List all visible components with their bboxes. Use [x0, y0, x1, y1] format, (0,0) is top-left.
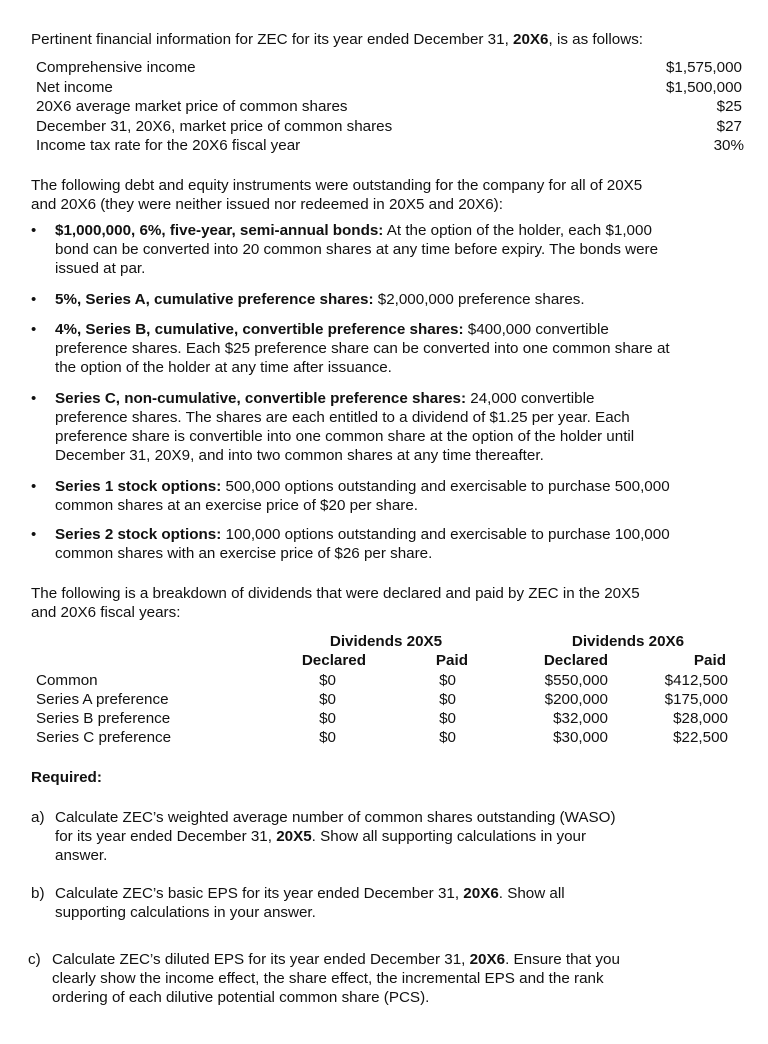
row-label: Series C preference	[36, 729, 172, 746]
col-header-paid-20x6: Paid	[693, 652, 726, 669]
row-label: Common	[36, 672, 98, 689]
group-header-20x6: Dividends 20X6	[571, 633, 685, 650]
bullet-icon: •	[31, 390, 37, 407]
col-header-declared-20x5: Declared	[301, 652, 366, 669]
financial-info-list	[36, 58, 742, 156]
row-label: Series A preference	[36, 691, 169, 708]
bullet-icon: •	[31, 478, 37, 495]
instruments-intro: The following debt and equity instruments were outstanding for the company for all of 20X5 and 20X6 (they were neither issued nor redeemed in 20X5 and 20X6):	[31, 177, 643, 213]
document-page: Pertinent financial information for ZEC for its year ended December 31, 20X6, is as follows: Comprehensive income $1,575,000 Net income $1,500,000 20X6 average market price of common shares $25 December 31, 20X6, market price of common shares $27 Income tax rate for the 20X6 fiscal year 30% The following debt and equity instruments were outstanding for the company for all of 20X5 and 20X6 (they were neither issued nor redeemed in 20X5 and 20X6): • $1,000,000, 6%, five-year, semi-annual bonds: At the option of the holder, each $1,000 bond can be converted into 20 common shares at any time before expiry. The bonds were issued at par. • 5%, Series A, cumulative preference shares: $2,000,000 preference shares. • 4%, Series B, cumulative, convertible preference shares: $400,000 convertible preference shares. Each $25 preference share can be converted into one common share at the option of the holder at any time after issuance. • Series C, non-cumulative, convertible preference shares: 24,000 convertible preference shares. The shares are each entitled to a dividend of $1.25 per year. Each preference share is convertible into one common share at the option of the holder until December 31, 20X9, and into two common shares at any time thereafter. • Series 1 stock options: 500,000 options outstanding and exercisable to purchase 500,000 common shares at an exercise price of $20 per share. • Series 2 stock options: 100,000 options outstanding and exercisable to purchase 100,000 common shares with an exercise price of $26 per share. The following is a breakdown of dividends that were declared and paid by ZEC in the 20X5 and 20X6 fiscal years: Dividends 20X5 Dividends 20X6 Declared Paid Declared Paid Common $0 $0 $550,000 $412,500 Series A preference $0 $0 $200,000 $175,000 Series B preference $0 $0 $32,000 $28,000 Series C preference $0 $0 $30,000 $22,500 Required: a) Calculate ZEC’s weighted average number of common shares outstanding (WASO) for its year ended December 31, 20X5. Show all supporting calculations in your answer. b) Calculate ZEC’s basic EPS for its year ended December 31, 20X6. Show all supporting calculations in your answer. c) Calculate ZEC’s diluted EPS for its year ended December 31, 20X6. Ensure that you clearly show the income effect, the share effect, the incremental EPS and the rank ordering of each dilutive potential common share (PCS).	[28, 31, 744, 1006]
dividends-intro: The following is a breakdown of dividends that were declared and paid by ZEC in the 20X5 and 20X6 fiscal years:	[31, 585, 640, 621]
dividends-table: Dividends 20X5 Dividends 20X6 Declared Paid Declared Paid Common $0 $0 $550,000 $412,500 Series A preference $0 $0 $200,000 $175,000 Series B preference $0 $0 $32,000 $28,000 Series C preference $0 $0 $30,000 $22,500	[36, 633, 728, 746]
financial-info-row: Income tax rate for the 20X6 fiscal year 30%	[36, 137, 744, 154]
bullet-icon: •	[31, 291, 37, 308]
col-header-paid-20x5: Paid	[435, 652, 468, 669]
row-label: Series B preference	[36, 710, 171, 727]
intro-sentence: Pertinent financial information for ZEC for its year ended December 31, 20X6, is as follows:	[31, 31, 644, 48]
group-header-20x5: Dividends 20X5	[329, 633, 443, 650]
bullet-icon: •	[31, 321, 37, 338]
bullet-icon: •	[31, 222, 37, 239]
financial-info-row: Comprehensive income $1,575,000	[36, 59, 742, 76]
col-header-declared-20x6: Declared	[543, 652, 608, 669]
financial-info-row: 20X6 average market price of common shares $25	[36, 98, 742, 115]
required-heading: Required:	[31, 769, 102, 786]
bullet-icon: •	[31, 526, 37, 543]
financial-info-row: December 31, 20X6, market price of common shares $27	[36, 117, 742, 135]
financial-info-row: Net income $1,500,000	[36, 78, 742, 96]
